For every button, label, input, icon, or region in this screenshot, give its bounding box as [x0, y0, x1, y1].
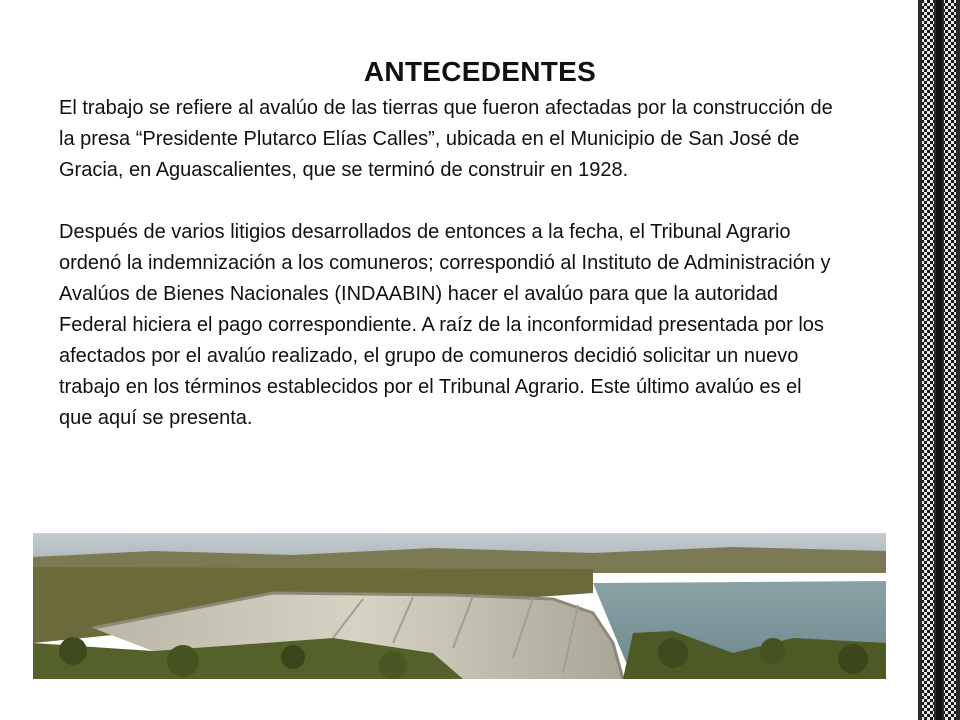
shrub — [281, 645, 305, 669]
decorative-side-border — [918, 0, 960, 720]
dam-photo — [33, 533, 886, 679]
slide-title: ANTECEDENTES — [363, 56, 597, 87]
dam-photo-illustration — [33, 533, 886, 679]
shrub — [838, 644, 868, 674]
shrub — [760, 638, 786, 664]
slide-body — [59, 93, 839, 434]
paragraph-gap — [59, 186, 839, 217]
paragraph-2: Después de varios litigios desarrollados de entonces a la fecha, el Tribunal Agrario ordenó la indemnización a los comuneros; correspondió al Instituto de Administración y Avalúos de Bienes Nacionales (INDAABIN) hacer el avalúo para que la autoridad Federal hiciera el pago correspondiente. A raíz de la inconformidad presentada por los afectados por el avalúo realizado, el grupo de comuneros decidió solicitar un nuevo trabajo en los términos establecidos por el Tribunal Agrario. Este último avalúo es el que aquí se presenta. — [59, 221, 831, 429]
paragraph-1: El trabajo se refiere al avalúo de las tierras que fueron afectadas por la construcción de la presa “Presidente Plutarco Elías Calles”, ubicada en el Municipio de San José de Gracia, en Aguascalientes, que se terminó de construir en 1928. — [59, 97, 833, 181]
shrub — [658, 638, 688, 668]
shrub — [167, 645, 199, 677]
shrub — [379, 651, 407, 679]
shrub — [59, 637, 87, 665]
